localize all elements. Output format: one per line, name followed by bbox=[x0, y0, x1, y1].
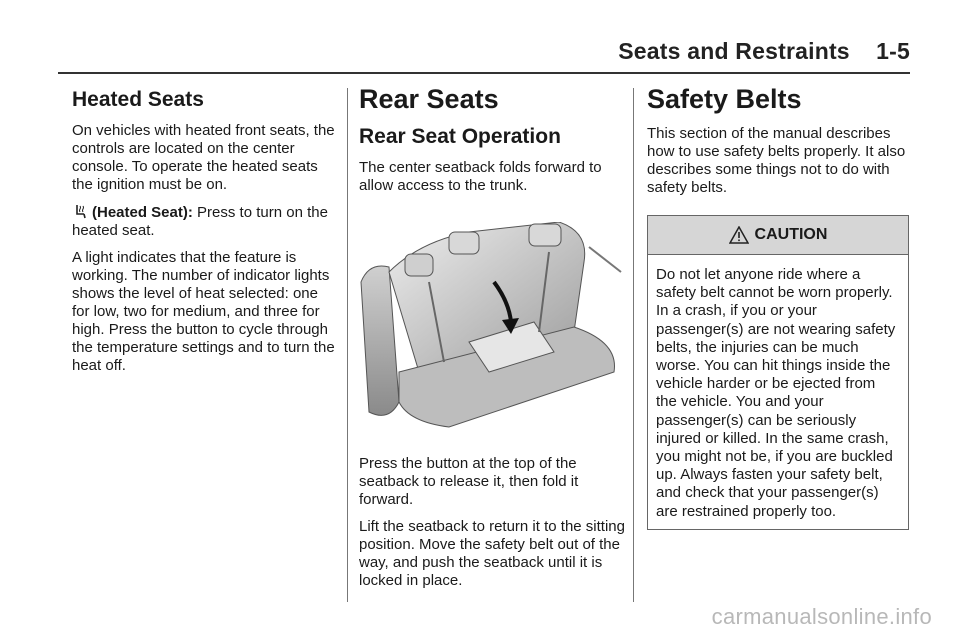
paragraph: On vehicles with heated front seats, the controls are located on the center console. To operate the heated seats the ignition must be on. bbox=[72, 122, 335, 193]
heated-seat-icon bbox=[72, 203, 88, 219]
caution-title: CAUTION bbox=[754, 226, 828, 243]
watermark: carmanualsonline.info bbox=[711, 604, 932, 629]
page-header-title: Seats and Restraints 1-5 bbox=[618, 38, 910, 64]
paragraph: The center seatback folds forward to allow access to the trunk. bbox=[359, 159, 602, 194]
column-safety-belts bbox=[647, 84, 911, 530]
control-label: (Heated Seat): bbox=[92, 204, 193, 221]
header-rule bbox=[58, 72, 910, 74]
section-heading-heated-seats: Heated Seats bbox=[72, 88, 204, 111]
control-text: Press to turn on the heated seat. bbox=[72, 204, 328, 239]
column-divider bbox=[633, 88, 634, 602]
paragraph: Lift the seatback to return it to the sitting position. Move the safety belt out of the way, and push the seatback until it is locked in place. bbox=[359, 518, 625, 589]
caution-box bbox=[647, 215, 909, 530]
rear-seat-illustration bbox=[359, 222, 623, 432]
warning-triangle-icon bbox=[729, 226, 749, 244]
heated-seat-control-paragraph bbox=[72, 203, 337, 240]
paragraph: Press the button at the top of the seatback to release it, then fold it forward. bbox=[359, 455, 579, 508]
subheading-rear-seat-operation: Rear Seat Operation bbox=[359, 125, 561, 148]
paragraph: A light indicates that the feature is working. The number of indicator lights shows the level of heat selected: one for low, two for medium, and three for high. Press the button to cycle through the temperature settings and to turn the heat off. bbox=[72, 249, 335, 374]
column-rear-seats bbox=[359, 84, 627, 599]
paragraph: This section of the manual describes how to use safety belts properly. It also describes some things not to do with safety belts. bbox=[647, 125, 906, 196]
section-heading-safety-belts: Safety Belts bbox=[647, 84, 802, 114]
caution-text: Do not let anyone ride where a safety belt cannot be worn properly. In a crash, if you or your passenger(s) are not wearing safety belts, the injuries can be much worse. You can hit things inside the vehicle harder or be ejected from the vehicle. You and your passenger(s) can be seriously injured or killed. In the same crash, you might not be, if you are buckled up. Always fasten your safety belt, and check that your passenger(s) are restrained properly too. bbox=[656, 266, 896, 520]
caution-body bbox=[648, 255, 908, 529]
section-heading-rear-seats: Rear Seats bbox=[359, 84, 499, 114]
caution-header bbox=[648, 216, 908, 255]
column-divider bbox=[347, 88, 348, 602]
column-heated-seats bbox=[72, 84, 337, 384]
